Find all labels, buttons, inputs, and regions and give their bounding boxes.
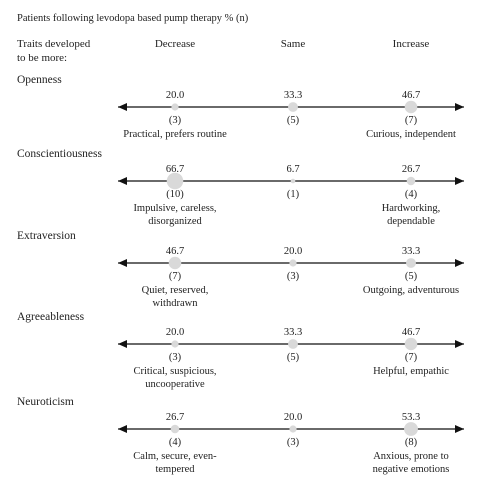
marker-openness-same (288, 102, 298, 112)
count-label-extraversion-increase: (5) (404, 271, 418, 282)
low-pole-label-extraversion: Quiet, reserved, (141, 285, 209, 296)
high-pole-label-extraversion: Outgoing, adventurous (362, 285, 460, 296)
value-label-agreeableness-increase: 46.7 (401, 327, 421, 338)
count-label-openness-decrease: (3) (168, 115, 182, 126)
marker-agreeableness-same (288, 339, 298, 349)
chart-title: Patients following levodopa based pump therapy % (n) (17, 13, 249, 24)
marker-agreeableness-decrease (171, 340, 178, 347)
marker-extraversion-increase (406, 258, 416, 268)
low-pole-label-neuroticism: tempered (155, 464, 195, 475)
marker-neuroticism-decrease (171, 425, 180, 434)
count-label-conscientiousness-same: (1) (286, 189, 300, 200)
marker-openness-increase (405, 101, 418, 114)
trait-name-agreeableness: Agreeableness (17, 311, 85, 323)
row-header-line-2: to be more: (17, 52, 68, 64)
count-label-conscientiousness-decrease: (10) (166, 189, 184, 200)
row-header-line-1: Traits developed (17, 38, 91, 50)
value-label-agreeableness-same: 33.3 (283, 327, 303, 338)
count-label-agreeableness-increase: (7) (404, 352, 418, 363)
marker-conscientiousness-increase (407, 177, 416, 186)
high-pole-label-conscientiousness: dependable (387, 216, 435, 227)
value-label-openness-decrease: 20.0 (165, 90, 185, 101)
value-label-conscientiousness-decrease: 66.7 (165, 164, 185, 175)
marker-agreeableness-increase (405, 338, 418, 351)
trait-name-conscientiousness: Conscientiousness (17, 148, 102, 160)
low-pole-label-agreeableness: Critical, suspicious, (133, 366, 217, 377)
column-header-decrease: Decrease (154, 38, 196, 50)
count-label-conscientiousness-increase: (4) (404, 189, 418, 200)
high-pole-label-neuroticism: Anxious, prone to (373, 451, 449, 462)
value-label-agreeableness-decrease: 20.0 (165, 327, 185, 338)
column-header-same: Same (280, 38, 306, 50)
high-pole-label-agreeableness: Helpful, empathic (373, 366, 449, 377)
marker-conscientiousness-same (291, 179, 296, 184)
value-label-openness-increase: 46.7 (401, 90, 421, 101)
trait-name-openness: Openness (17, 74, 62, 86)
value-label-extraversion-decrease: 46.7 (165, 246, 185, 257)
value-label-extraversion-same: 20.0 (283, 246, 303, 257)
marker-extraversion-decrease (169, 257, 182, 270)
value-label-openness-same: 33.3 (283, 90, 303, 101)
value-label-extraversion-increase: 33.3 (401, 246, 421, 257)
marker-conscientiousness-decrease (167, 173, 184, 190)
count-label-openness-same: (5) (286, 115, 300, 126)
low-pole-label-neuroticism: Calm, secure, even- (133, 451, 217, 462)
count-label-agreeableness-decrease: (3) (168, 352, 182, 363)
value-label-neuroticism-increase: 53.3 (401, 412, 421, 423)
low-pole-label-conscientiousness: Impulsive, careless, (133, 203, 217, 214)
column-header-increase: Increase (392, 38, 430, 50)
marker-openness-decrease (171, 103, 178, 110)
trait-name-neuroticism: Neuroticism (17, 396, 74, 408)
high-pole-label-neuroticism: negative emotions (372, 464, 450, 475)
value-label-neuroticism-decrease: 26.7 (165, 412, 185, 423)
marker-neuroticism-increase (404, 422, 418, 436)
value-label-conscientiousness-same: 6.7 (286, 164, 300, 175)
count-label-neuroticism-same: (3) (286, 437, 300, 448)
trait-name-extraversion: Extraversion (17, 230, 76, 242)
value-label-conscientiousness-increase: 26.7 (401, 164, 421, 175)
low-pole-label-agreeableness: uncooperative (145, 379, 205, 390)
high-pole-label-conscientiousness: Hardworking, (381, 203, 441, 214)
marker-neuroticism-same (289, 425, 296, 432)
high-pole-label-openness: Curious, independent (366, 129, 456, 140)
count-label-openness-increase: (7) (404, 115, 418, 126)
low-pole-label-conscientiousness: disorganized (148, 216, 202, 227)
value-label-neuroticism-same: 20.0 (283, 412, 303, 423)
low-pole-label-openness: Practical, prefers routine (123, 129, 227, 140)
count-label-neuroticism-increase: (8) (404, 437, 418, 448)
low-pole-label-extraversion: withdrawn (152, 298, 198, 309)
count-label-extraversion-decrease: (7) (168, 271, 182, 282)
count-label-extraversion-same: (3) (286, 271, 300, 282)
count-label-neuroticism-decrease: (4) (168, 437, 182, 448)
count-label-agreeableness-same: (5) (286, 352, 300, 363)
marker-extraversion-same (289, 259, 296, 266)
